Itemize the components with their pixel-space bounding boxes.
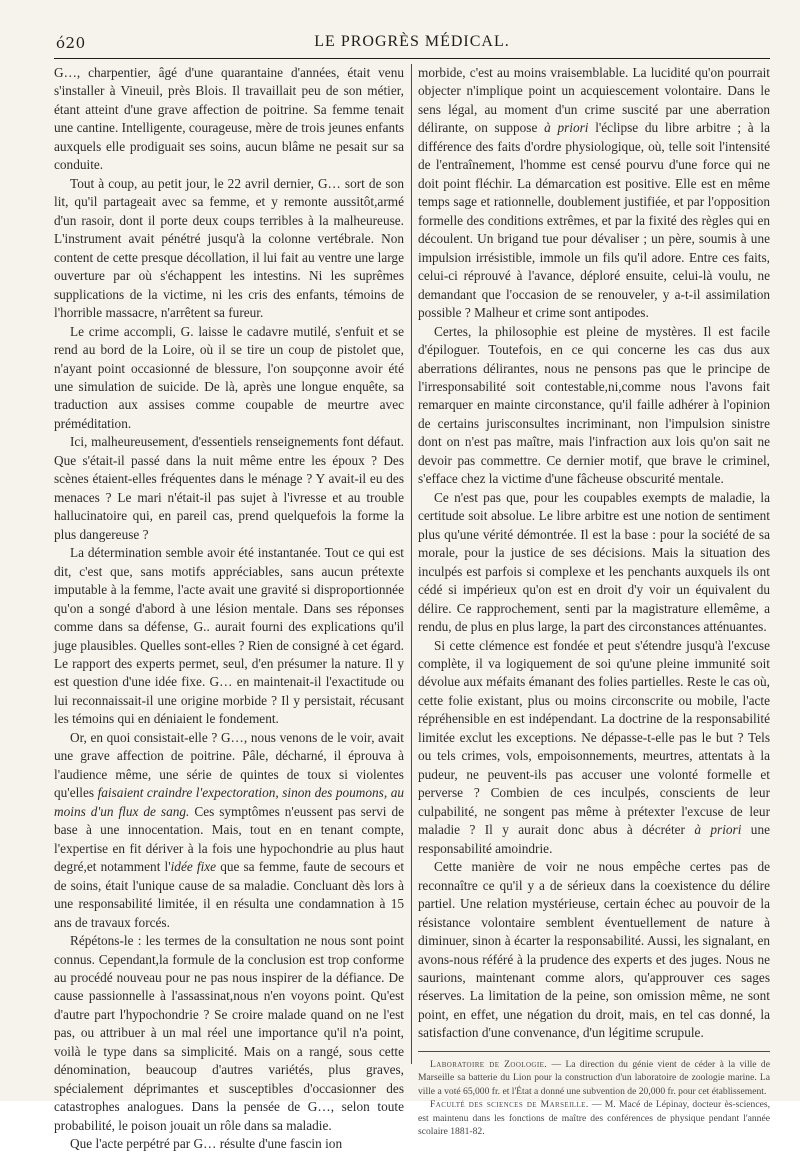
news-heading: Faculté des sciences de Marseille. xyxy=(430,1099,589,1111)
text-run: que sa femme, faute de secours et de soins, était l'unique cause de sa maladie. Concluant dès lors à une responsabilité limitée, il en résulta une condamnation à 15 ans de travaux forcés. xyxy=(54,859,405,930)
paragraph: Ce n'est pas que, pour les coupables exempts de maladie, la certitude soit absolue. Le libre arbitre est une notion de sentiment plus qu'une vérité démontrée. Il est la base : pour la société de sa morale, pour la justice de ses décisions. Mais la situation des inculpés est parfois si complexe et les penchants auxquels ils ont cédé si impérieux qu'on est en droit d'y voir un équivalent du délire. Ce rapprochement, senti par la magistrature ellemême, a rendu, de plus en plus large, la part des circonstances atténuantes. xyxy=(418,489,770,635)
header-rule xyxy=(54,58,770,59)
news-item xyxy=(418,1058,770,1098)
left-column xyxy=(54,64,404,1154)
text-run: Si cette clémence est fondée et peut s'étendre jusqu'à l'excuse complète, il va logiquement de soi qu'une pleine immunité soit dévolue aux méfaits émanant des folies partielles. Reste le cas où, cette folie existant, plus ou moins circonscrite ou mobile, l'acte répréhensible en est indépendant. La doctrine de la responsabilité limitée exclut les exceptions. Ne dépasse-t-elle pas le but ? Tels ou tels crimes, vols, empoisonnements, meurtres, attentats à la pudeur, ne peuvent-ils pas accuser une volonté formelle et perverse ? Combien de ces inculpés, conscients de leur culpabilité, ne songent pas même à prétexter l'excuse de leur maladie ? Il y aurait donc abus à décréter xyxy=(418,637,770,838)
paragraph: Que l'acte perpétré par G… résulte d'une fascin ion xyxy=(70,1136,343,1152)
paragraph xyxy=(418,637,770,859)
paragraph: Certes, la philosophie est pleine de mystères. Il est facile d'épiloguer. Toutefois, en ce qui concerne les cas dus aux aberrations délirantes, nous ne pensons pas que le principe de l'irresponsabilité soit contestable,ni,comme nous l'avons fait remarquer en mainte circonstance, qu'il faille adhérer à l'opinion de certains jurisconsultes incriminant, non l'impulsion sinistre dont on n'est pas maître, mais l'infraction aux lois qu'on sait ne devoir pas commettre. Ce dernier motif, que brave le criminel, s'efface chez la victime d'une fâcheuse obscurité mentale. xyxy=(418,323,770,487)
text-run: une responsabilité amoindrie. xyxy=(418,822,770,856)
italic-text: à priori xyxy=(694,822,742,838)
text-run: Or, en quoi consistait-elle ? G…, nous venons de le voir, avait une grave affection de poitrine. Pâle, décharné, il éprouva à l'audience même, une série de quintes de toux si violentes qu'elles xyxy=(54,729,404,801)
right-column xyxy=(418,64,770,1138)
paragraph xyxy=(54,729,404,932)
news-text: — M. Macé de Lépinay, docteur ès-sciences, est maintenu dans les fonctions de maître des conférences de physique pendant l'année scolaire 1881-82. xyxy=(418,1099,770,1137)
news-notes xyxy=(418,1051,770,1139)
italic-text: faisaient craindre l'expectoration, sinon des poumons, au moins d'un flux de sang. xyxy=(54,785,404,819)
text-run: l'éclipse du libre arbitre ; à la différence des faits d'ordre physiologique, où, telle soit l'intensité de l'entraînement, l'homme est censé pourvu d'une force qui ne doit point fléchir. La démarcation est positive. Elle est en même temps sage et rationnelle, doublement justifiée, et par l'opposition formelle des conditions extrêmes, et par la fixité des règles qui en découlent. Un brigand tue pour dévaliser ; un père, soumis à une impulsion irrésistible, immole un fils qu'il adore. Entre ces faits, celui-ci réprouvé à l'avance, déploré ensuite, celui-là voulu, ne demandant que l'occasion de se renouveler, y a-t-il assimilation possible ? Malheur et crime sont antipodes. xyxy=(418,120,770,321)
news-item xyxy=(418,1098,770,1138)
paragraph: G…, charpentier, âgé d'une quarantaine d'années, était venu s'installer à Vineuil, près Blois. Il travaillait peu de son métier, étant atteint d'une grave affection de poitrine. Sa femme tenait une cantine. Intelligente, courageuse, mère de trois jeunes enfants auxquels elle prodiguait ses soins, aucun blâme ne pesait sur sa conduite. xyxy=(54,65,404,173)
paragraph: Cette manière de voir ne nous empêche certes pas de reconnaître ce qu'il y a de sérieux dans la coexistence du délire partiel. Une relation mystérieuse, certain échec au pouvoir de la résistance volontaire semblent éventuellement de nature à diminuer, sinon à écarter la responsabilité. Aussi, les signalant, en avons-nous référé à la prudence des experts et des juges. Nous ne saurions, maintenant comme alors, qu'approuver ces sages réserves. La limitation de la peine, son omission même, ne sont point, en effet, une négation du droit, mais, en tel cas donné, la satisfaction d'une convenance, d'un légitime scrupule. xyxy=(418,859,770,1041)
paragraph: La détermination semble avoir été instantanée. Tout ce qui est dit, c'est que, sans motifs appréciables, sans aucun prétexte imputable à la femme, l'acte avait une gravité si disproportionnée qu'on a songé d'abord à une lésion mentale. Dans ses réponses comme dans sa défense, G.. aurait fourni des explications qu'il juge plausibles. Quelles sont-elles ? Rien de consigné à cet égard. Le rapport des experts permet, seul, d'en présumer la nature. Il y est question d'une idée fixe. G… en maintenait-il l'exactitude ou lui reconnaissait-il une origine morbide ? Il y persistait, récusant les témoins qui en déniaient le fondement. xyxy=(54,545,404,727)
paragraph: Tout à coup, au petit jour, le 22 avril dernier, G… sort de son lit, qu'il partageait avec sa femme, et y remonte aussitôt,armé d'un rasoir, dont il porte deux coups terribles à la malheureuse. L'instrument avait pénétré jusqu'à la colonne vertébrale. Non content de cette presque décollation, il lui fait au ventre une large ouverture par où s'échappent les intestins. Ni les suprêmes supplications de la victime, ni les cris des enfants, témoins de l'horrible massacre, n'arrêtent sa fureur. xyxy=(54,175,404,321)
paragraph: Ici, malheureusement, d'essentiels renseignements font défaut. Que s'était-il passé dans la nuit même entre les époux ? Des scènes étaient-elles fréquentes dans le ménage ? Y avait-il eu des menaces ? Le mari n'était-il pas sujet à l'ivresse et au trouble hallucinatoire qui, en pareil cas, prend quelquefois la forme la plus dangereuse ? xyxy=(54,434,404,542)
italic-text: à priori xyxy=(544,120,589,136)
text-run: morbide, c'est au moins vraisemblable. La lucidité qu'on pourrait objecter n'implique point un acquiescement volontaire. Dans le sens légal, au moment d'un crime suscité par une aberration délirante, on suppose xyxy=(418,65,770,136)
paragraph: Le crime accompli, G. laisse le cadavre mutilé, s'enfuit et se rend au bord de la Loire, où il se tire un coup de pistolet que, n'ayant point occasionné de blessure, l'on soupçonne avoir été une simulation de suicide. De là, après une longue enquête, sa traduction aux assises comme coupable de meurtre avec préméditation. xyxy=(54,323,404,431)
page-header xyxy=(56,30,768,54)
paragraph: Répétons-le : les termes de la consultation ne nous sont point connus. Cependant,la formule de la conclusion est trop conforme au procédé nouveau pour ne pas nous inspirer de la défiance. De cause passionnelle à l'assassinat,nous n'en voyons point. Qu'est d'autre part l'hypochondrie ? Se croire malade quand on ne l'est pas, ou attribuer à un mal réel une importance qu'il n'a point, voilà le type dans sa simplicité. Mais on a rangé, sous cette dénomination, beaucoup d'autres variétés, plus graves, spécialement déprimantes et susceptibles d'occasionner des catastrophes analogues. Dans la pensée de G…, selon toute probabilité, le poison jouait un rôle dans sa maladie. xyxy=(54,933,404,1133)
journal-title: LE PROGRÈS MÉDICAL. xyxy=(314,33,510,50)
news-heading: Laboratoire de Zoologie. xyxy=(430,1058,548,1070)
page-number: ó20 xyxy=(56,34,86,52)
column-divider xyxy=(411,64,412,1064)
paragraph xyxy=(418,64,770,323)
news-text: — La direction du génie vient de céder à la ville de Marseille sa batterie du Lion pour la construction d'un laboratoire de zoologie marine. La ville a voté 65,000 fr. et l'État a donné une subvention de 20,000 fr. pour cet établissement. xyxy=(418,1058,770,1097)
text-run: Ces symptômes n'eussent pas servi de base à une innocentation. Mais, tout en en tenant compte, l'expertise en fit dériver à la fois une hypochondrie au plus haut degré,et notamment l' xyxy=(54,803,404,875)
italic-text: idée fixe xyxy=(170,859,217,875)
